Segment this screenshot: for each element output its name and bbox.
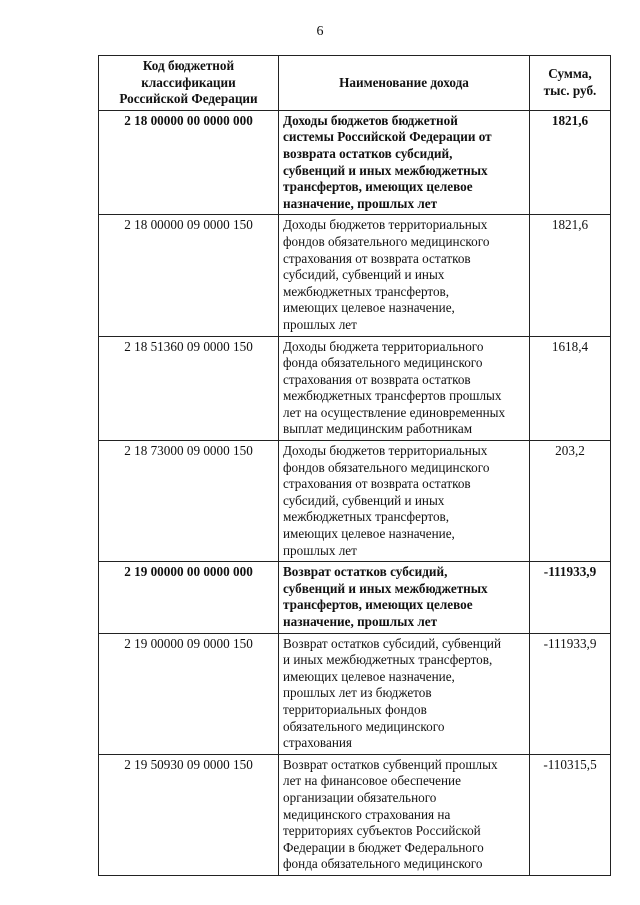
revenue-name-line: назначение, прошлых лет [283,195,438,211]
revenue-name-cell [279,336,530,441]
revenue-name-line: Доходы бюджета территориального [283,338,484,354]
budget-code-cell: 2 18 73000 09 0000 150 [99,441,279,562]
revenue-name-line: межбюджетных трансфертов, [283,283,450,299]
budget-code-cell: 2 19 00000 09 0000 150 [99,633,279,754]
header-sum-line: Сумма, [548,66,592,82]
revenue-name-line: Возврат остатков субсидий, [283,564,448,580]
revenue-name-line: и иных межбюджетных трансфертов, [283,652,493,668]
table-row [99,441,611,562]
revenue-name-line: фондов обязательного медицинского [283,459,490,475]
table-row [99,633,611,754]
table-header-row [99,56,611,111]
header-sum-line: тыс. руб. [543,82,597,98]
revenue-name-line: субсидий, субвенций и иных [283,267,445,283]
revenue-name-line: фонда обязательного медицинского [283,856,483,872]
revenue-name-line: территориальных фондов [283,701,427,717]
table-row [99,336,611,441]
revenue-name-line: Доходы бюджетов бюджетной [283,112,458,128]
revenue-name-line: Федерации в бюджет Федерального [283,839,484,855]
revenue-name-line: субсидий, субвенций и иных [283,492,445,508]
revenue-name-cell [279,754,530,875]
revenue-name-line: страхования от возврата остатков [283,250,471,266]
revenue-name-cell [279,110,530,215]
revenue-name-cell [279,441,530,562]
budget-code-cell: 2 19 50930 09 0000 150 [99,754,279,875]
revenue-table [98,55,611,876]
revenue-name-line: имеющих целевое назначение, [283,526,455,542]
revenue-name-line: лет на осуществление единовременных [283,404,506,420]
revenue-name-line: трансфертов, имеющих целевое [283,179,473,195]
budget-code-cell: 2 18 00000 00 0000 000 [99,110,279,215]
header-code-line: классификации [141,74,236,90]
revenue-name-line: имеющих целевое назначение, [283,300,455,316]
revenue-name-line: трансфертов, имеющих целевое [283,597,473,613]
revenue-name-line: страхования от возврата остатков [283,476,471,492]
amount-cell: -111933,9 [530,562,611,633]
revenue-name-line: Возврат остатков субвенций прошлых [283,756,498,772]
revenue-name-line: медицинского страхования на [283,806,451,822]
revenue-name-line: лет на финансовое обеспечение [283,773,461,789]
header-code [99,56,279,111]
amount-cell: 1821,6 [530,110,611,215]
revenue-name-line: межбюджетных трансфертов прошлых [283,388,502,404]
header-name: Наименование дохода [279,56,530,111]
revenue-name-line: субвенций и иных межбюджетных [283,580,488,596]
revenue-name-line: прошлых лет из бюджетов [283,685,432,701]
revenue-name-line: субвенций и иных межбюджетных [283,162,488,178]
header-sum [530,56,611,111]
revenue-name-line: Возврат остатков субсидий, субвенций [283,635,501,651]
revenue-name-line: прошлых лет [283,316,357,332]
table-body [99,110,611,875]
budget-code-cell: 2 19 00000 00 0000 000 [99,562,279,633]
revenue-name-line: Доходы бюджетов территориальных [283,443,488,459]
revenue-name-line: выплат медицинским работникам [283,421,473,437]
amount-cell: 1618,4 [530,336,611,441]
header-code-line: Российской Федерации [119,91,258,107]
table-row [99,215,611,336]
revenue-name-cell [279,562,530,633]
revenue-name-line: фонда обязательного медицинского [283,355,483,371]
revenue-name-line: страхования [283,735,352,751]
revenue-name-cell [279,215,530,336]
revenue-name-line: страхования от возврата остатков [283,371,471,387]
amount-cell: 203,2 [530,441,611,562]
revenue-name-line: фондов обязательного медицинского [283,233,490,249]
header-code-line: Код бюджетной [142,58,235,73]
page-number: 6 [316,24,324,39]
budget-code-cell: 2 18 00000 09 0000 150 [99,215,279,336]
revenue-name-line: возврата остатков субсидий, [283,145,453,161]
amount-cell: -110315,5 [530,754,611,875]
revenue-name-line: системы Российской Федерации от [283,129,492,145]
revenue-name-line: имеющих целевое назначение, [283,668,455,684]
revenue-name-line: прошлых лет [283,542,357,558]
amount-cell: -111933,9 [530,633,611,754]
revenue-name-line: обязательного медицинского [283,718,445,734]
revenue-name-cell [279,633,530,754]
amount-cell: 1821,6 [530,215,611,336]
table-row [99,754,611,875]
budget-code-cell: 2 18 51360 09 0000 150 [99,336,279,441]
table-row [99,562,611,633]
revenue-name-line: Доходы бюджетов территориальных [283,217,488,233]
revenue-name-line: организации обязательного [283,789,437,805]
revenue-name-line: назначение, прошлых лет [283,614,438,629]
revenue-name-line: межбюджетных трансфертов, [283,509,450,525]
table-row [99,110,611,215]
revenue-name-line: территориях субъектов Российской [283,823,481,839]
